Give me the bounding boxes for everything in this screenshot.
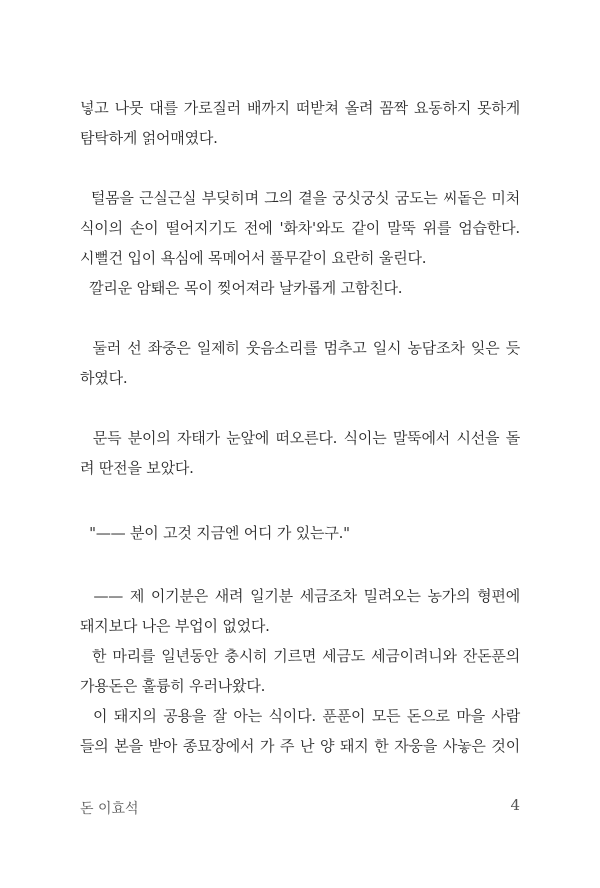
text-line: 깔리운 암퇘은 목이 찢어져라 날카롭게 고함친다. <box>80 279 403 297</box>
page-number: 4 <box>510 796 520 814</box>
text-line: 가용돈은 훌륭히 우러나왔다. <box>80 677 266 695</box>
text-line: 문득 분이의 자태가 눈앞에 떠오른다. 식이는 말뚝에서 시선을 돌 <box>80 429 520 447</box>
text-line: 식이의 손이 떨어지기도 전에 '화차'와도 같이 말뚝 위를 엄습한다. <box>80 219 520 237</box>
text-line: 들의 본을 받아 종묘장에서 가 주 난 양 돼지 한 자웅을 사놓은 것이 <box>80 737 520 755</box>
footer-title: 돈 이효석 <box>80 801 139 817</box>
text-line: 탐탁하게 얽어매였다. <box>80 129 218 147</box>
text-line: 돼지보다 나은 부업이 없었다. <box>80 617 270 635</box>
text-line: 려 딴전을 보았다. <box>80 459 194 477</box>
text-line: 한 마리를 일년동안 충시히 기르면 세금도 세금이려니와 잔돈푼의 <box>80 647 520 665</box>
text-line: 털몸을 근실근실 부딪히며 그의 곁을 궁싯궁싯 굼도는 씨돝은 미처 <box>80 189 520 207</box>
text-line: 둘러 선 좌중은 일제히 웃음소리를 멈추고 일시 농담조차 잊은 듯 <box>80 339 520 357</box>
text-line: 하였다. <box>80 369 128 387</box>
text-line: 이 돼지의 공용을 잘 아는 식이다. 푼푼이 모든 돈으로 마을 사람 <box>80 707 520 725</box>
text-line: 시뻘건 입이 욕심에 목메어서 풀무같이 요란히 울린다. <box>80 249 427 267</box>
text-line: —— 제 이기분은 새려 일기분 세금조차 밀려오는 농가의 형편에 <box>80 587 520 605</box>
text-line: "—— 분이 고것 지금엔 어디 가 있는구." <box>80 524 350 542</box>
text-line: 넣고 나뭇 대를 가로질러 배까지 떠받쳐 올려 꼼짝 요동하지 못하게 <box>80 99 520 117</box>
